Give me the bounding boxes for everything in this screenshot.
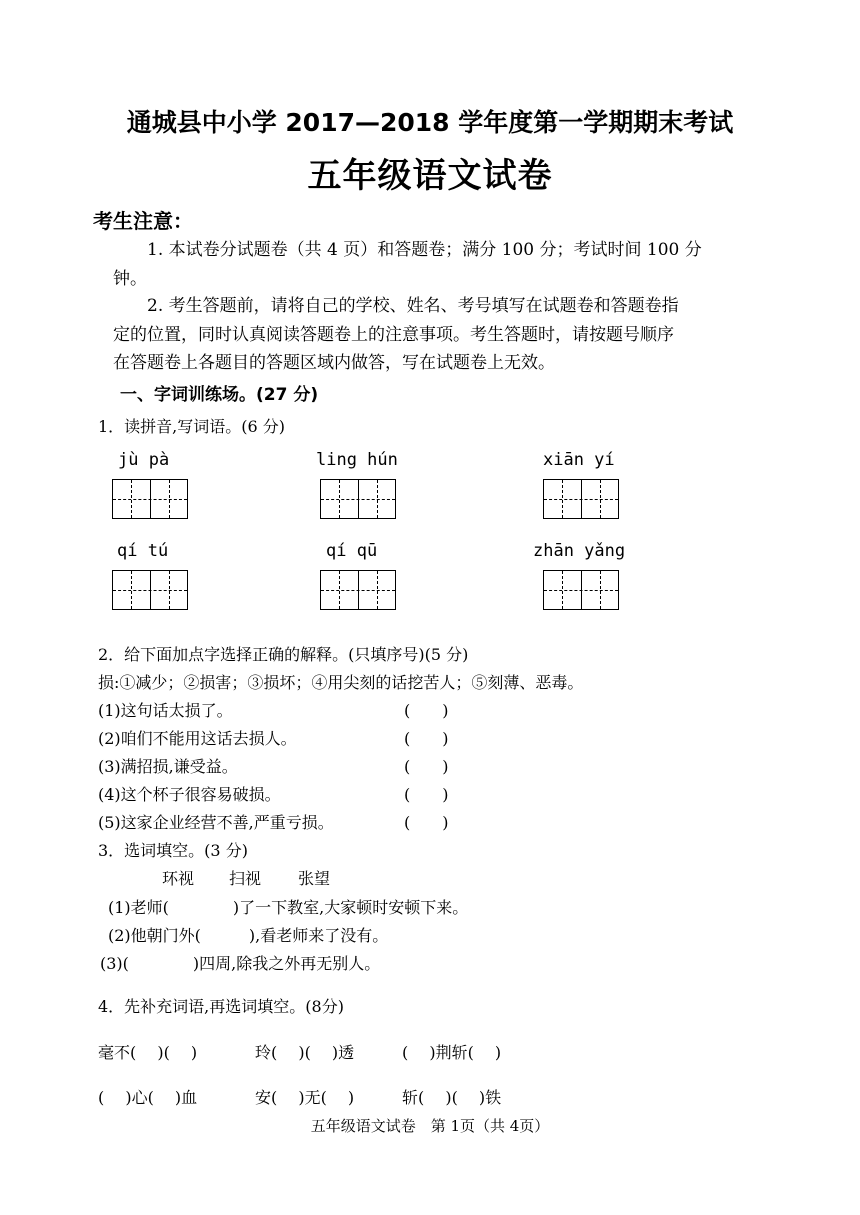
page-footer: 五年级语文试卷 第 1页（共 4页） bbox=[310, 1117, 550, 1135]
q3-title: 3．选词填空。(3 分) bbox=[98, 841, 248, 860]
pinyin-1: jù pà bbox=[118, 450, 170, 470]
writing-box[interactable] bbox=[543, 479, 619, 519]
exam-title: 通城县中小学 2017—2018 学年度第一学期期末考试 bbox=[126, 108, 734, 137]
q4-row1-item3: ( )荆斩( ) bbox=[402, 1043, 502, 1062]
answer-paren[interactable]: ( ) bbox=[404, 701, 449, 720]
q2-item-5: (5)这家企业经营不善,严重亏损。 bbox=[98, 813, 334, 832]
answer-paren[interactable]: ( ) bbox=[404, 813, 449, 832]
pinyin-2: ling hún bbox=[316, 450, 398, 470]
q2-item-2: (2)咱们不能用这话去损人。 bbox=[98, 729, 297, 748]
pinyin-4: qí tú bbox=[117, 541, 169, 561]
q4-title: 4．先补充词语,再选词填空。(8分) bbox=[98, 997, 344, 1016]
q4-row2-item2: 安( )无( ) bbox=[255, 1088, 355, 1107]
writing-box[interactable] bbox=[320, 570, 396, 610]
pinyin-5: qí qū bbox=[326, 541, 378, 561]
writing-box[interactable] bbox=[112, 479, 188, 519]
writing-box[interactable] bbox=[543, 570, 619, 610]
q3-word-3: 张望 bbox=[298, 869, 331, 888]
notice-p2-line3: 在答题卷上各题目的答题区域内做答，写在试题卷上无效。 bbox=[113, 353, 555, 373]
pinyin-3: xiān yí bbox=[543, 450, 615, 470]
q3-item-2: (2)他朝门外( ),看老师来了没有。 bbox=[108, 926, 389, 945]
answer-paren[interactable]: ( ) bbox=[404, 785, 449, 804]
writing-box[interactable] bbox=[320, 479, 396, 519]
q2-item-4: (4)这个杯子很容易破损。 bbox=[98, 785, 281, 804]
notice-p1-line1: 1. 本试卷分试题卷（共 4 页）和答题卷；满分 100 分；考试时间 100 分 bbox=[147, 240, 702, 260]
q2-meanings: 损:①减少；②损害；③损坏；④用尖刻的话挖苦人；⑤刻薄、恶毒。 bbox=[98, 673, 584, 692]
q2-item-3: (3)满招损,谦受益。 bbox=[98, 757, 238, 776]
notice-p2-line1: 2. 考生答题前，请将自己的学校、姓名、考号填写在试题卷和答题卷指 bbox=[147, 296, 679, 316]
answer-paren[interactable]: ( ) bbox=[404, 729, 449, 748]
q4-row1-item1: 毫不( )( ) bbox=[98, 1043, 198, 1062]
notice-p2-line2: 定的位置，同时认真阅读答题卷上的注意事项。考生答题时，请按题号顺序 bbox=[113, 325, 674, 345]
exam-subtitle: 五年级语文试卷 bbox=[307, 156, 553, 196]
q3-word-2: 扫视 bbox=[229, 869, 262, 888]
q4-row2-item3: 斩( )( )铁 bbox=[402, 1088, 502, 1107]
q4-row1-item2: 玲( )( )透 bbox=[255, 1043, 355, 1062]
q2-title: 2．给下面加点字选择正确的解释。(只填序号)(5 分) bbox=[98, 645, 469, 664]
q3-item-1: (1)老师( )了一下教室,大家顿时安顿下来。 bbox=[108, 898, 469, 917]
answer-paren[interactable]: ( ) bbox=[404, 757, 449, 776]
q4-row2-item1: ( )心( )血 bbox=[98, 1088, 198, 1107]
notice-p1-line2: 钟。 bbox=[113, 269, 147, 289]
q1-title: 1．读拼音,写词语。(6 分) bbox=[98, 417, 286, 436]
q2-item-1: (1)这句话太损了。 bbox=[98, 701, 233, 720]
q3-word-1: 环视 bbox=[162, 869, 195, 888]
pinyin-6: zhān yǎng bbox=[533, 541, 626, 561]
notice-heading: 考生注意： bbox=[93, 209, 193, 233]
q3-item-3: (3)( )四周,除我之外再无别人。 bbox=[100, 954, 381, 973]
section1-heading: 一、字词训练场。(27 分) bbox=[120, 385, 319, 405]
writing-box[interactable] bbox=[112, 570, 188, 610]
